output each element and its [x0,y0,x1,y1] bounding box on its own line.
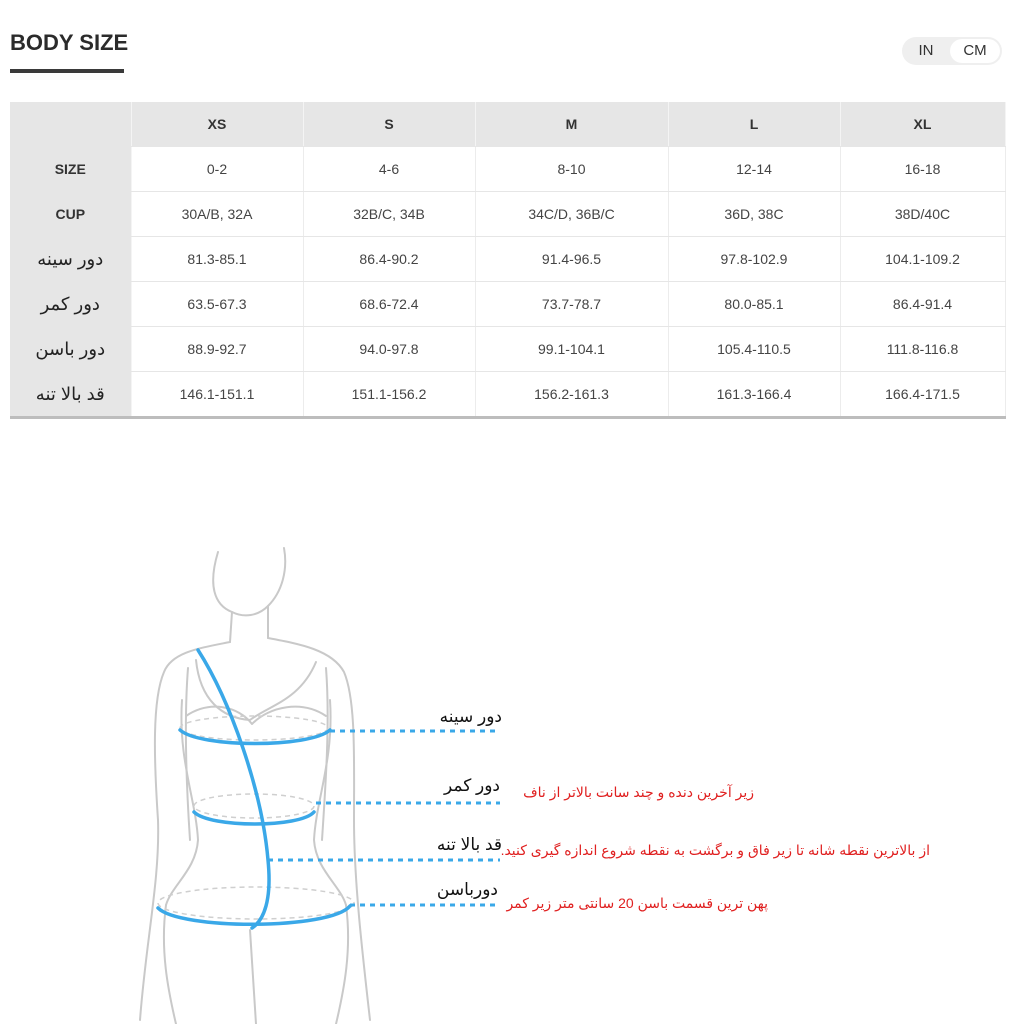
body-figure [0,540,1024,1024]
table-cell: 81.3-85.1 [131,237,303,282]
table-cell: 63.5-67.3 [131,282,303,327]
table-cell: 146.1-151.1 [131,372,303,418]
column-header: XL [840,102,1005,147]
table-cell: 38D/40C [840,192,1005,237]
bust-outline [196,660,316,720]
row-label: دور کمر [10,282,131,327]
title-underline [10,69,124,73]
left-arm-outline [140,642,230,1020]
table-cell: 166.4-171.5 [840,372,1005,418]
row-label: دور سینه [10,237,131,282]
unit-toggle[interactable] [902,37,1002,65]
table-corner-cell [10,102,131,147]
column-header: M [475,102,668,147]
table-cell: 94.0-97.8 [303,327,475,372]
row-label: دور باسن [10,327,131,372]
table-cell: 99.1-104.1 [475,327,668,372]
table-cell: 34C/D, 36B/C [475,192,668,237]
column-header: XS [131,102,303,147]
right-arm-outline [268,638,370,1020]
waist-measure-line [194,812,314,824]
head-outline [213,548,285,615]
table-cell: 161.3-166.4 [668,372,840,418]
waist-note: زیر آخرین دنده و چند سانت بالاتر از ناف [523,784,754,800]
page-title: BODY SIZE [10,30,129,55]
table-cell: 8-10 [475,147,668,192]
table-row [10,282,1005,327]
table-cell: 16-18 [840,147,1005,192]
table-row [10,192,1005,237]
row-label: CUP [10,192,131,237]
table-cell: 73.7-78.7 [475,282,668,327]
unit-option-in[interactable]: IN [918,42,934,59]
table-cell: 88.9-92.7 [131,327,303,372]
column-header: S [303,102,475,147]
table-cell: 156.2-161.3 [475,372,668,418]
table-cell: 68.6-72.4 [303,282,475,327]
table-cell: 80.0-85.1 [668,282,840,327]
waist-label: دور کمر [443,776,500,795]
table-cell: 91.4-96.5 [475,237,668,282]
table-cell: 0-2 [131,147,303,192]
table-cell: 32B/C, 34B [303,192,475,237]
torso-note: از بالاترین نقطه شانه تا زیر فاق و برگشت به نقطه شروع اندازه گیری کنید. [500,842,930,858]
row-label: SIZE [10,147,131,192]
size-table [10,102,1006,419]
torso-label: قد بالا تنه [436,835,502,854]
table-row [10,147,1005,192]
table-cell: 12-14 [668,147,840,192]
table-row [10,237,1005,282]
table-cell: 111.8-116.8 [840,327,1005,372]
unit-option-cm[interactable]: CM [950,39,1000,63]
table-row [10,327,1005,372]
table-cell: 97.8-102.9 [668,237,840,282]
table-header-row [10,102,1005,147]
hip-label: دورباسن [436,880,498,899]
table-cell: 36D, 38C [668,192,840,237]
table-cell: 86.4-90.2 [303,237,475,282]
table-cell: 30A/B, 32A [131,192,303,237]
table-row [10,372,1005,418]
column-header: L [668,102,840,147]
bust-label: دور سینه [439,707,502,726]
table-cell: 105.4-110.5 [668,327,840,372]
table-cell: 151.1-156.2 [303,372,475,418]
table-cell: 104.1-109.2 [840,237,1005,282]
table-cell: 4-6 [303,147,475,192]
row-label: قد بالا تنه [10,372,131,418]
hip-note: پهن ترین قسمت باسن 20 سانتی متر زیر کمر [506,895,768,911]
table-cell: 86.4-91.4 [840,282,1005,327]
